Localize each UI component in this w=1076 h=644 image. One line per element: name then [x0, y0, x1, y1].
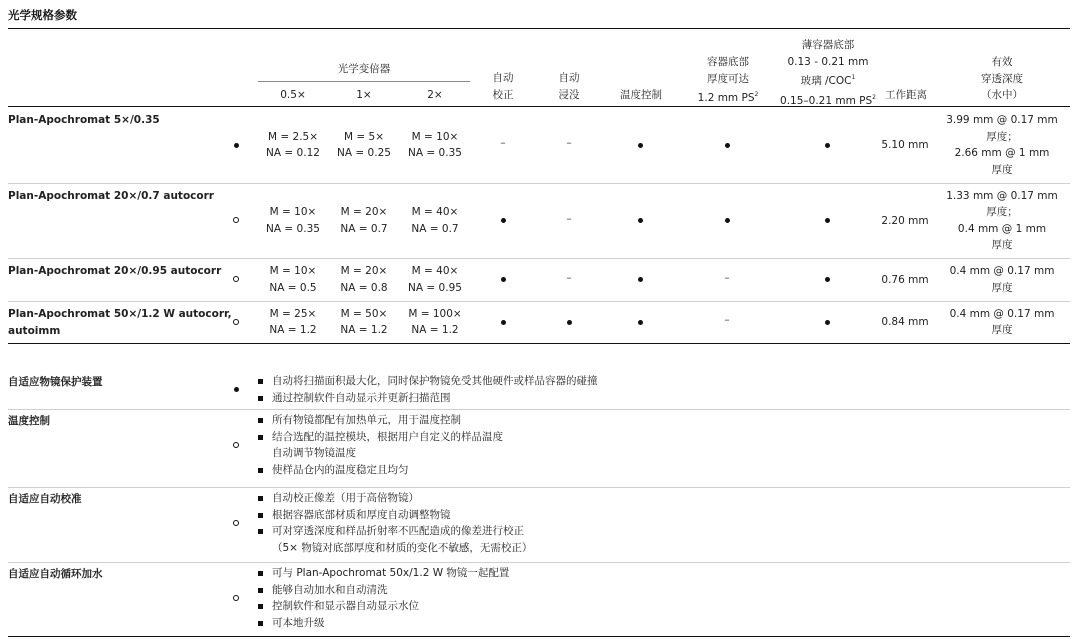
- feature-bullet-text: （5× 物镜对底部厚度和材质的变化不敏感，无需校正）: [272, 541, 533, 554]
- magnification-value: M = 10×: [269, 206, 317, 218]
- auto-correct-header: [475, 70, 531, 103]
- objective-name-line: Plan-Apochromat 20×/0.95 autocorr: [8, 265, 222, 277]
- row-separator: [8, 301, 1070, 302]
- zoom-cell: [257, 204, 329, 237]
- temp-filled-dot: [638, 218, 643, 223]
- bullet-square-icon: [258, 571, 263, 576]
- magnification-value: M = 25×: [269, 307, 317, 320]
- auto-correct-filled-dot: [501, 277, 506, 282]
- penetration-depth-cell: [945, 112, 1059, 178]
- feature-bullet-text: 自动将扫描面积最大化，同时保护物镜免受其他硬件或样品容器的碰撞: [272, 375, 598, 387]
- penetration-depth-line: 厚度: [991, 239, 1013, 251]
- zoom-cell: [399, 204, 471, 237]
- zoom-cell: [328, 306, 400, 339]
- bullet-square-icon: [258, 435, 263, 440]
- features-bottom-rule: [8, 636, 1070, 637]
- thin-filled-dot: [825, 277, 830, 282]
- bullet-square-icon: [258, 604, 263, 609]
- vessel-not-available: –: [724, 314, 730, 326]
- magnification-value: M = 5×: [343, 130, 384, 143]
- penetration-depth-line: 3.99 mm @ 0.17 mm: [946, 114, 1058, 126]
- feature-separator: [8, 562, 1070, 563]
- feature-bullet-text: 可与 Plan-Apochromat 50x/1.2 W 物镜一起配置: [272, 567, 510, 579]
- numerical-aperture-value: NA = 0.8: [340, 281, 388, 294]
- penetration-depth-line: 1.33 mm @ 0.17 mm: [946, 189, 1058, 202]
- magnification-value: M = 10×: [411, 130, 459, 143]
- numerical-aperture-value: NA = 1.2: [411, 324, 459, 336]
- objectives-bottom-rule: [8, 343, 1070, 344]
- temp-filled-dot: [638, 143, 643, 148]
- vessel-bottom-line: 厚度可达: [707, 72, 749, 85]
- auto-correct-filled-dot: [501, 218, 506, 223]
- zoom-cell: [257, 129, 329, 162]
- numerical-aperture-value: NA = 0.35: [266, 222, 320, 235]
- magnification-value: M = 50×: [340, 307, 388, 320]
- bullet-square-icon: [258, 529, 263, 534]
- zoom-cell: [328, 263, 400, 296]
- auto-correct-line: 校正: [492, 88, 514, 101]
- thin-filled-dot: [825, 143, 830, 148]
- thin-vessel-line: 玻璃 /COC: [800, 75, 852, 87]
- magnification-value: M = 40×: [411, 265, 459, 277]
- penetration-depth-line: 0.4 mm @ 0.17 mm: [949, 307, 1055, 320]
- objective-name-line: Plan-Apochromat 5×/0.35: [8, 114, 160, 126]
- auto-correct-not-available: –: [500, 137, 506, 149]
- vessel-bottom-line: 1.2 mm PS: [697, 92, 755, 104]
- objective-name-line: Plan-Apochromat 50×/1.2 W autocorr,: [8, 308, 232, 320]
- auto-immersion-not-available: –: [566, 137, 572, 149]
- header-bottom-rule: [8, 106, 1070, 107]
- feature-bullet-text: 可本地升级: [272, 616, 325, 629]
- numerical-aperture-value: NA = 0.7: [340, 222, 388, 235]
- row-separator: [8, 183, 1070, 184]
- feature-availability-filled-dot: [234, 387, 239, 392]
- bullet-square-icon: [258, 379, 263, 384]
- feature-bullet-text: 通过控制软件自动显示并更新扫描范围: [272, 391, 451, 404]
- vessel-filled-dot: [725, 143, 730, 148]
- feature-bullet-text: 所有物镜都配有加热单元，用于温度控制: [272, 414, 461, 426]
- objective-name-line: Plan-Apochromat 20×/0.7 autocorr: [8, 190, 214, 202]
- working-distance-value: 0.76 mm: [881, 273, 929, 286]
- zoom-group-label: 光学变倍器: [337, 63, 391, 75]
- bullet-square-icon: [258, 418, 263, 423]
- zoom-cell: [328, 129, 400, 162]
- working-distance-header: 工作距离: [885, 89, 927, 101]
- penetration-depth-cell: [945, 263, 1059, 296]
- working-distance-value: 5.10 mm: [881, 139, 929, 151]
- feature-bullet-text: 可对穿透深度和样品折射率不匹配造成的像差进行校正: [272, 525, 524, 537]
- feature-bullet-text: 结合选配的温控模块，根据用户自定义的样品温度: [272, 430, 503, 443]
- feature-separator: [8, 487, 1070, 488]
- magnification-value: M = 40×: [411, 206, 459, 218]
- vessel-not-available: –: [724, 271, 730, 284]
- thin-vessel-header: [776, 37, 880, 109]
- penetration-header: [945, 54, 1059, 104]
- temp-control-header: 温度控制: [620, 89, 662, 101]
- numerical-aperture-value: NA = 0.95: [408, 281, 462, 294]
- objective-name-line: autoimm: [8, 324, 61, 337]
- feature-separator: [8, 409, 1070, 410]
- footnote-ref: 1: [851, 74, 856, 81]
- feature-bullet-text: 自动校正像差（用于高倍物镜）: [272, 492, 419, 504]
- penetration-line: 有效: [991, 56, 1013, 68]
- numerical-aperture-value: NA = 0.7: [411, 222, 459, 235]
- magnification-value: M = 20×: [340, 206, 388, 218]
- feature-bullet-text: 能够自动加水和自动清洗: [272, 583, 388, 596]
- feature-title: 温度控制: [8, 415, 50, 427]
- penetration-depth-line: 厚度: [991, 163, 1013, 176]
- feature-availability-hollow-dot: [233, 442, 239, 448]
- vessel-bottom-header: [690, 54, 766, 107]
- footnote-ref: 2: [754, 91, 759, 98]
- thin-filled-dot: [825, 320, 830, 325]
- auto-immersion-header: [541, 70, 597, 103]
- auto-correct-line: 自动: [492, 72, 514, 84]
- thin-vessel-line: 薄容器底部: [801, 39, 855, 51]
- working-distance-value: 2.20 mm: [881, 214, 929, 227]
- zoom-group-rule: [258, 81, 470, 82]
- auto-immersion-filled-dot: [567, 320, 572, 325]
- zoom-cell: [399, 263, 471, 296]
- thin-vessel-line: 0.15–0.21 mm PS: [780, 94, 873, 107]
- temp-filled-dot: [638, 277, 643, 282]
- availability-filled-dot: [234, 143, 239, 148]
- feature-title: 自适应自动循环加水: [8, 568, 103, 580]
- availability-hollow-dot: [233, 217, 239, 223]
- penetration-depth-line: 厚度: [991, 324, 1013, 336]
- auto-immersion-line: 浸没: [558, 88, 580, 101]
- objective-name: [8, 306, 232, 339]
- feature-availability-hollow-dot: [233, 520, 239, 526]
- magnification-value: M = 100×: [408, 307, 462, 320]
- magnification-value: M = 10×: [269, 265, 317, 277]
- zoom-cell: [399, 129, 471, 162]
- thin-filled-dot: [825, 218, 830, 223]
- bullet-square-icon: [258, 468, 263, 473]
- feature-title: 自适应自动校准: [8, 493, 82, 505]
- working-distance-value: 0.84 mm: [881, 316, 929, 328]
- objective-name: [8, 188, 214, 205]
- penetration-depth-cell: [945, 188, 1059, 254]
- penetration-depth-line: 厚度；: [986, 130, 1018, 143]
- numerical-aperture-value: NA = 0.35: [408, 147, 462, 159]
- penetration-depth-line: 0.4 mm @ 0.17 mm: [949, 265, 1055, 277]
- bullet-square-icon: [258, 513, 263, 518]
- row-separator: [8, 258, 1070, 259]
- zoom-cell: [399, 306, 471, 339]
- penetration-depth-line: 厚度；: [986, 206, 1018, 218]
- feature-bullet-text: 使样品仓内的温度稳定且均匀: [272, 463, 409, 476]
- footnote-ref: 2: [872, 93, 876, 101]
- vessel-filled-dot: [725, 218, 730, 223]
- magnification-value: M = 20×: [340, 265, 388, 277]
- feature-title: 自适应物镜保护装置: [8, 376, 103, 388]
- availability-hollow-dot: [233, 276, 239, 282]
- numerical-aperture-value: NA = 1.2: [269, 324, 317, 336]
- feature-availability-hollow-dot: [233, 595, 239, 601]
- penetration-depth-cell: [945, 306, 1059, 339]
- penetration-line: 穿透深度: [981, 72, 1023, 85]
- zoom-cell: [257, 306, 329, 339]
- zoom-0-5-header: 0.5×: [280, 89, 306, 101]
- bullet-square-icon: [258, 396, 263, 401]
- vessel-bottom-line: 容器底部: [707, 56, 749, 68]
- page-title: 光学规格参数: [8, 8, 77, 22]
- auto-immersion-line: 自动: [558, 72, 580, 84]
- penetration-line: （水中）: [981, 89, 1023, 101]
- bullet-square-icon: [258, 496, 263, 501]
- feature-bullet-text: 自动调节物镜温度: [272, 447, 356, 459]
- feature-bullet-text: 控制软件和显示器自动显示水位: [272, 600, 419, 612]
- bullet-square-icon: [258, 621, 263, 626]
- penetration-depth-line: 0.4 mm @ 1 mm: [957, 222, 1047, 235]
- zoom-cell: [257, 263, 329, 296]
- table-top-rule: [8, 28, 1070, 29]
- penetration-depth-line: 厚度: [991, 281, 1013, 294]
- thin-vessel-line: 0.13 - 0.21 mm: [787, 55, 869, 68]
- objective-name: [8, 112, 160, 129]
- auto-immersion-not-available: –: [566, 212, 572, 225]
- zoom-2-header: 2×: [427, 89, 443, 101]
- numerical-aperture-value: NA = 0.12: [266, 147, 320, 159]
- zoom-cell: [328, 204, 400, 237]
- auto-correct-filled-dot: [501, 320, 506, 325]
- auto-immersion-not-available: –: [566, 271, 572, 284]
- numerical-aperture-value: NA = 0.25: [337, 147, 391, 159]
- numerical-aperture-value: NA = 1.2: [340, 324, 388, 336]
- feature-bullet-text: 根据容器底部材质和厚度自动调整物镜: [272, 508, 451, 521]
- availability-hollow-dot: [233, 319, 239, 325]
- objective-name: [8, 263, 221, 280]
- bullet-square-icon: [258, 588, 263, 593]
- temp-filled-dot: [638, 320, 643, 325]
- magnification-value: M = 2.5×: [267, 130, 319, 143]
- penetration-depth-line: 2.66 mm @ 1 mm: [954, 147, 1050, 159]
- numerical-aperture-value: NA = 0.5: [269, 281, 317, 294]
- zoom-1-header: 1×: [356, 89, 372, 101]
